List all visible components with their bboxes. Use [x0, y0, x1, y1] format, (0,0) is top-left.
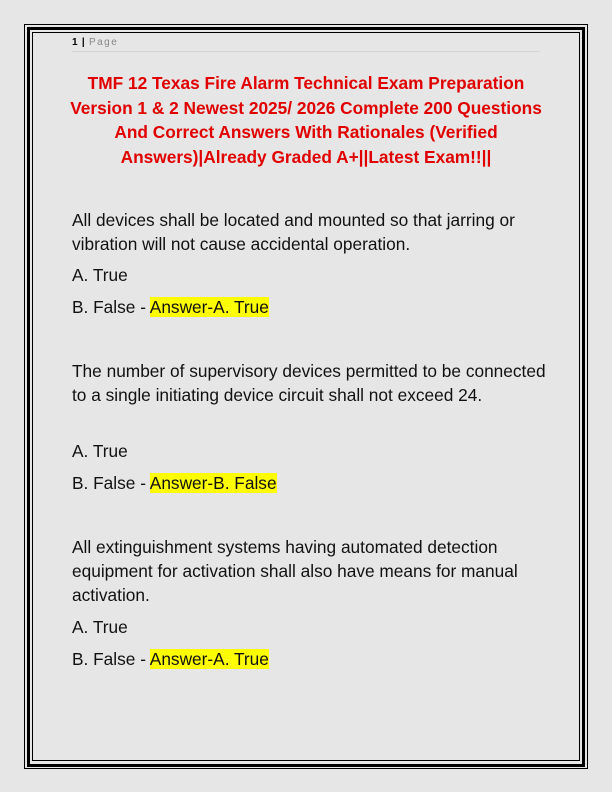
page-number: 1: [72, 37, 78, 48]
question-3-option-a: A. True: [72, 617, 128, 637]
answer-highlight: Answer-A. True: [149, 297, 269, 317]
question-1-text: All devices shall be located and mounted so that jarring or vibration will not cause accidental operation.: [72, 210, 515, 254]
answer-highlight: Answer-B. False: [149, 473, 277, 493]
question-3-text: All extinguishment systems having automated detection equipment for activation shall also have means for manual activation.: [72, 537, 518, 605]
question-3-option-b: [72, 647, 552, 671]
document-title: TMF 12 Texas Fire Alarm Technical Exam Preparation Version 1 & 2 Newest 2025/ 2026 Complete 200 Questions And Correct Answers With Rationales (Verified Answers)|Already Graded A+||Latest Exam!!||: [70, 73, 542, 167]
page-separator: |: [81, 37, 85, 48]
option-b-label: B. False -: [72, 297, 150, 317]
question-2-text: The number of supervisory devices permitted to be connected to a single initiating device circuit shall not exceed 24.: [72, 361, 546, 405]
question-2-option-a: A. True: [72, 441, 128, 461]
option-b-label: B. False -: [72, 473, 150, 493]
answer-highlight: Answer-A. True: [149, 649, 269, 669]
question-1-option-b: [72, 295, 552, 319]
question-2-option-b: [72, 471, 552, 495]
question-1-option-a: A. True: [72, 265, 128, 285]
page-label: Page: [88, 37, 119, 48]
option-b-label: B. False -: [72, 649, 150, 669]
page-header: [72, 37, 540, 52]
